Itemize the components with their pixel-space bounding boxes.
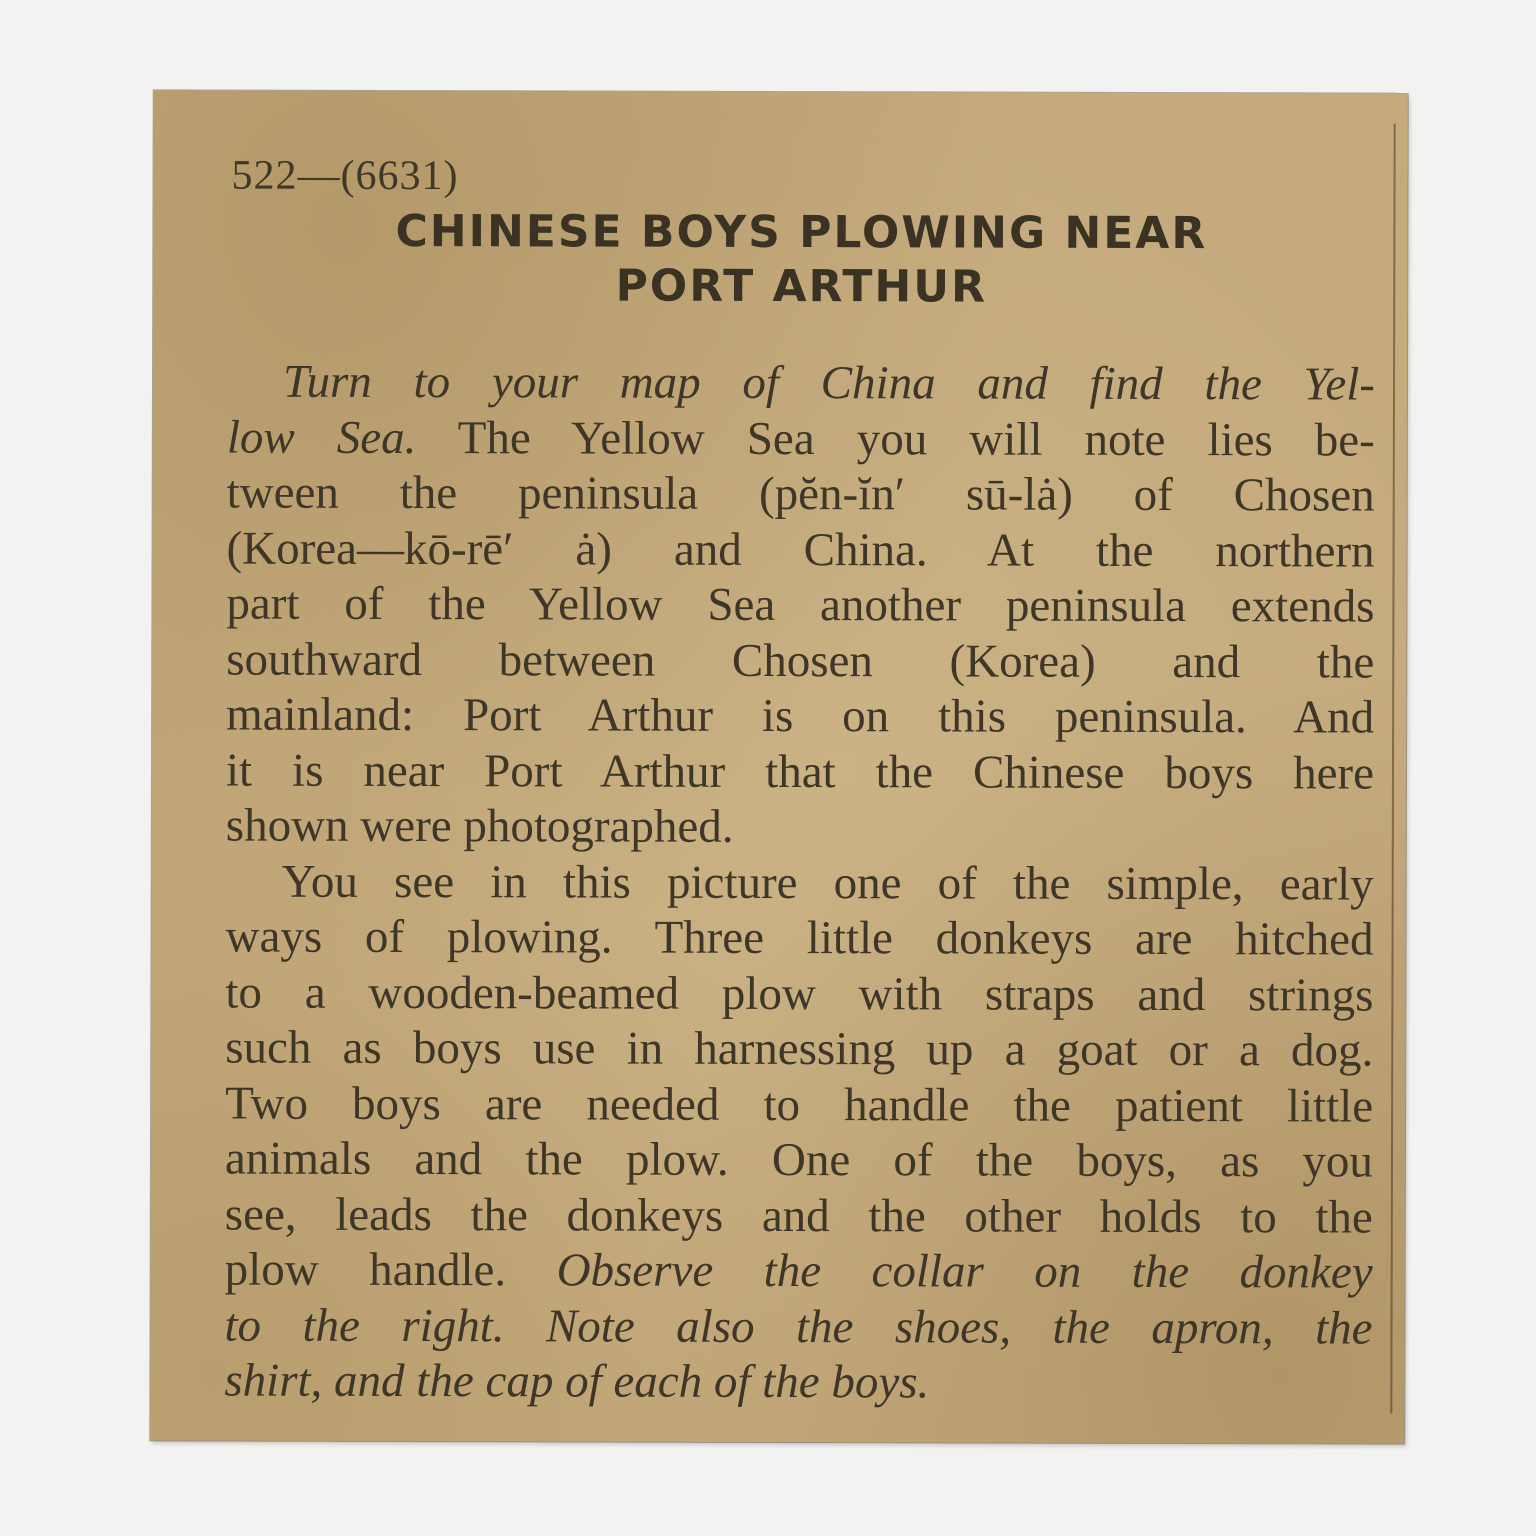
text-line: [226, 521, 1374, 580]
text-line: [227, 410, 1375, 469]
roman-text: tween the peninsula (pĕn-ĭn′ sū-lȧ) of Chosen: [226, 466, 1375, 522]
roman-text: it is near Port Arthur that the Chinese boys here: [225, 744, 1375, 800]
text-line: [226, 799, 1374, 858]
text-line: [225, 1243, 1373, 1302]
title-line-1: CHINESE BOYS PLOWING NEAR: [395, 205, 1208, 260]
roman-text: You see in this picture one of the simple, early: [281, 855, 1374, 911]
card-content: [224, 151, 1375, 1413]
italic-text: shirt, and the cap of each of the boys.: [224, 1354, 930, 1409]
title-line-2: PORT ARTHUR: [615, 260, 987, 313]
roman-text: to a wooden-beamed plow with straps and strings: [225, 966, 1374, 1022]
text-line: [227, 355, 1375, 414]
roman-text: The Yellow Sea you will note lies be-: [416, 411, 1375, 467]
description-text: [224, 355, 1375, 1413]
text-line: [226, 688, 1374, 747]
roman-text: ways of plowing. Three little donkeys are hitched: [225, 910, 1374, 966]
text-line: [226, 743, 1374, 802]
text-line: [225, 1132, 1373, 1191]
catalog-number: 522—(6631): [231, 152, 459, 200]
text-line: [225, 1076, 1373, 1135]
roman-text: mainland: Port Arthur is on this peninsula. And: [226, 688, 1375, 744]
roman-text: part of the Yellow Sea another peninsula extends: [226, 577, 1375, 633]
roman-text: shown were photographed.: [225, 799, 734, 853]
roman-text: see, leads the donkeys and the other holds to the: [224, 1188, 1373, 1244]
text-line: [225, 910, 1373, 969]
text-line: [224, 1298, 1372, 1357]
roman-text: such as boys use in harnessing up a goat or a dog.: [225, 1021, 1374, 1077]
text-line: [227, 466, 1375, 525]
text-line: [226, 632, 1374, 691]
italic-text: Turn to your map of China and find the Yel-: [282, 355, 1376, 411]
italic-text: to the right. Note also the shoes, the apron, the: [224, 1299, 1373, 1355]
text-line: [225, 965, 1373, 1024]
roman-text: plow handle.: [224, 1243, 557, 1297]
roman-text: southward between Chosen (Korea) and the: [226, 633, 1375, 689]
roman-text: Two boys are needed to handle the patient little: [225, 1077, 1374, 1133]
italic-text: Observe the collar on the donkey: [556, 1244, 1373, 1299]
italic-text: low Sea.: [226, 411, 417, 464]
stereoview-card: [150, 90, 1408, 1443]
text-line: [226, 577, 1374, 636]
text-line: [224, 1354, 1372, 1413]
roman-text: animals and the plow. One of the boys, as you: [224, 1132, 1374, 1188]
text-line: [225, 1021, 1373, 1080]
card-title: [227, 205, 1375, 316]
text-line: [225, 1187, 1373, 1246]
text-line: [226, 854, 1374, 913]
roman-text: (Korea—kō-rē′ ȧ) and China. At the northern: [226, 522, 1375, 578]
